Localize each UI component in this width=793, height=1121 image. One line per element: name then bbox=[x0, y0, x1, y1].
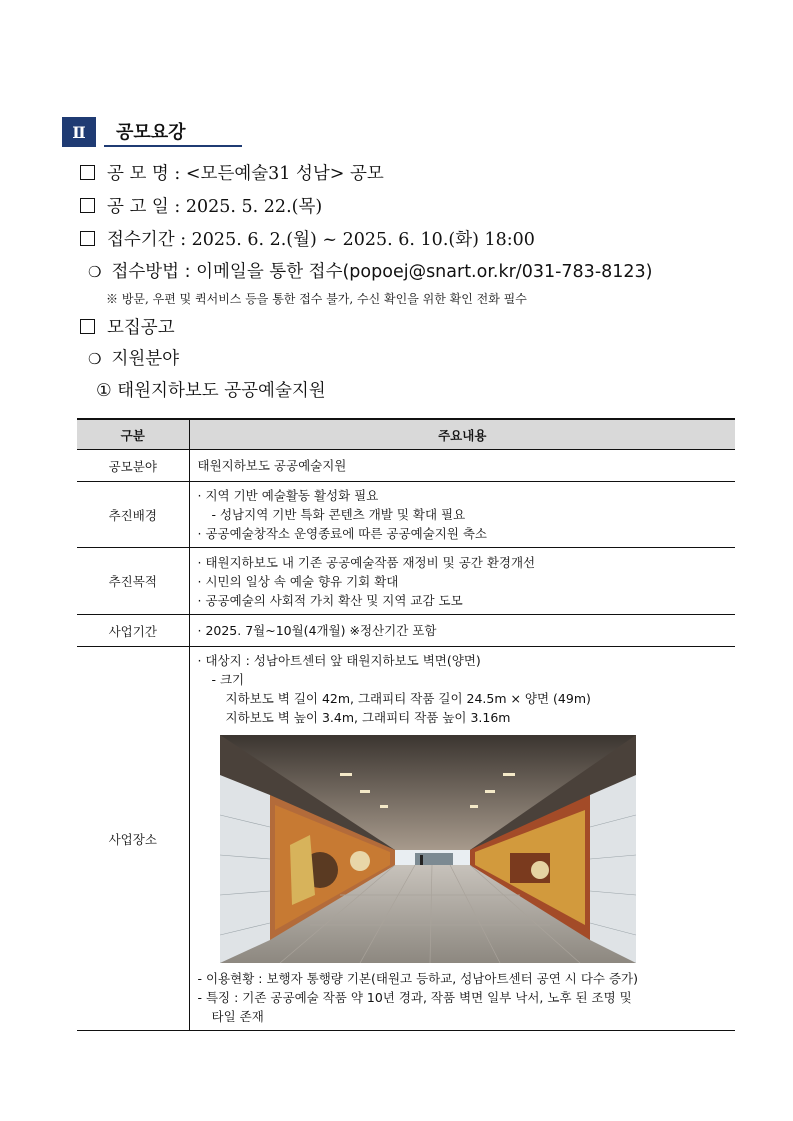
recruitment-notice-heading bbox=[80, 314, 175, 339]
table-row bbox=[77, 548, 735, 615]
list-item: · 시민의 일상 속 예술 향유 기회 확대 bbox=[197, 573, 399, 589]
list-item: · 태원지하보도 내 기존 공공예술작품 재정비 및 공간 환경개선 bbox=[197, 554, 536, 570]
section-title: 공모요강 bbox=[104, 117, 242, 147]
table-header-row bbox=[77, 419, 735, 450]
contest-name-label: 공 모 명 bbox=[107, 164, 169, 184]
contest-name-value: : <모든예술31 성남> 공모 bbox=[174, 164, 384, 184]
row-value-location bbox=[189, 647, 735, 1031]
notice-date-value: : 2025. 5. 22.(목) bbox=[174, 197, 323, 217]
row-value-field: 태원지하보도 공공예술지원 bbox=[189, 450, 735, 482]
contest-name-line bbox=[80, 160, 384, 185]
row-value-background bbox=[189, 482, 735, 548]
list-item: · 지역 기반 예술활동 활성화 필요 bbox=[197, 488, 379, 503]
list-item: 지하보도 벽 길이 42m, 그래피티 작품 길이 24.5m × 양면 (49m) bbox=[225, 691, 591, 706]
support-field-label: 지원분야 bbox=[111, 349, 180, 369]
table-header-content: 주요내용 bbox=[189, 419, 735, 450]
notice-date-label: 공 고 일 bbox=[107, 197, 169, 217]
list-item: 타일 존재 bbox=[211, 1009, 264, 1024]
notice-date-line bbox=[80, 193, 322, 218]
square-bullet-icon bbox=[80, 231, 95, 246]
table-row bbox=[77, 647, 735, 1031]
row-value-purpose bbox=[189, 548, 735, 615]
receipt-period-value: : 2025. 6. 2.(월) ~ 2025. 6. 10.(화) 18:00 bbox=[180, 230, 535, 250]
list-item: · 공공예술창작소 운영종료에 따른 공공예술지원 축소 bbox=[197, 526, 487, 541]
table-header-category: 구분 bbox=[77, 419, 189, 450]
list-item: - 특징 : 기존 공공예술 작품 약 10년 경과, 작품 벽면 일부 낙서, 노후 된 조명 및 bbox=[197, 990, 632, 1005]
row-value-period: · 2025. 7월~10월(4개월) ※정산기간 포함 bbox=[189, 615, 735, 647]
receipt-period-line bbox=[80, 226, 535, 251]
square-bullet-icon bbox=[80, 165, 95, 180]
receipt-method-value: : 이메일을 통한 접수(popoej@snart.or.kr/031-783-8123) bbox=[184, 262, 653, 282]
row-label-purpose: 추진목적 bbox=[77, 548, 189, 615]
receipt-note: ※ 방문, 우편 및 퀵서비스 등을 통한 접수 불가, 수신 확인을 위한 확인 전화 필수 bbox=[106, 292, 527, 306]
circle-bullet-icon: ❍ bbox=[88, 263, 102, 281]
receipt-period-label: 접수기간 bbox=[107, 230, 175, 250]
list-item: 지하보도 벽 높이 3.4m, 그래피티 작품 높이 3.16m bbox=[225, 710, 511, 725]
table-row bbox=[77, 450, 735, 482]
list-item: · 공공예술의 사회적 가치 확산 및 지역 교감 도모 bbox=[197, 592, 463, 608]
contest-details-table bbox=[77, 418, 735, 1031]
table-row bbox=[77, 482, 735, 548]
support-field-heading bbox=[88, 345, 179, 370]
row-label-background: 추진배경 bbox=[77, 482, 189, 548]
receipt-method-label: 접수방법 bbox=[111, 262, 180, 282]
circle-bullet-icon: ❍ bbox=[88, 350, 102, 368]
receipt-method-line bbox=[88, 258, 653, 283]
recruitment-notice-label: 모집공고 bbox=[107, 318, 175, 338]
list-item: - 이용현황 : 보행자 통행량 기본(태원고 등하교, 성남아트센터 공연 시 다수 증가) bbox=[197, 971, 638, 986]
row-label-location: 사업장소 bbox=[77, 647, 189, 1031]
row-label-period: 사업기간 bbox=[77, 615, 189, 647]
list-item: - 크기 bbox=[211, 672, 245, 687]
square-bullet-icon bbox=[80, 198, 95, 213]
list-item: - 성남지역 기반 특화 콘텐츠 개발 및 확대 필요 bbox=[211, 507, 466, 522]
table-row bbox=[77, 615, 735, 647]
square-bullet-icon bbox=[80, 319, 95, 334]
section-number-badge: Ⅱ bbox=[62, 117, 96, 147]
list-item: · 대상지 : 성남아트센터 앞 태원지하보도 벽면(양면) bbox=[197, 653, 481, 668]
row-label-field: 공모분야 bbox=[77, 450, 189, 482]
support-field-item: ① 태원지하보도 공공예술지원 bbox=[96, 381, 326, 401]
underpass-photo bbox=[220, 735, 636, 963]
